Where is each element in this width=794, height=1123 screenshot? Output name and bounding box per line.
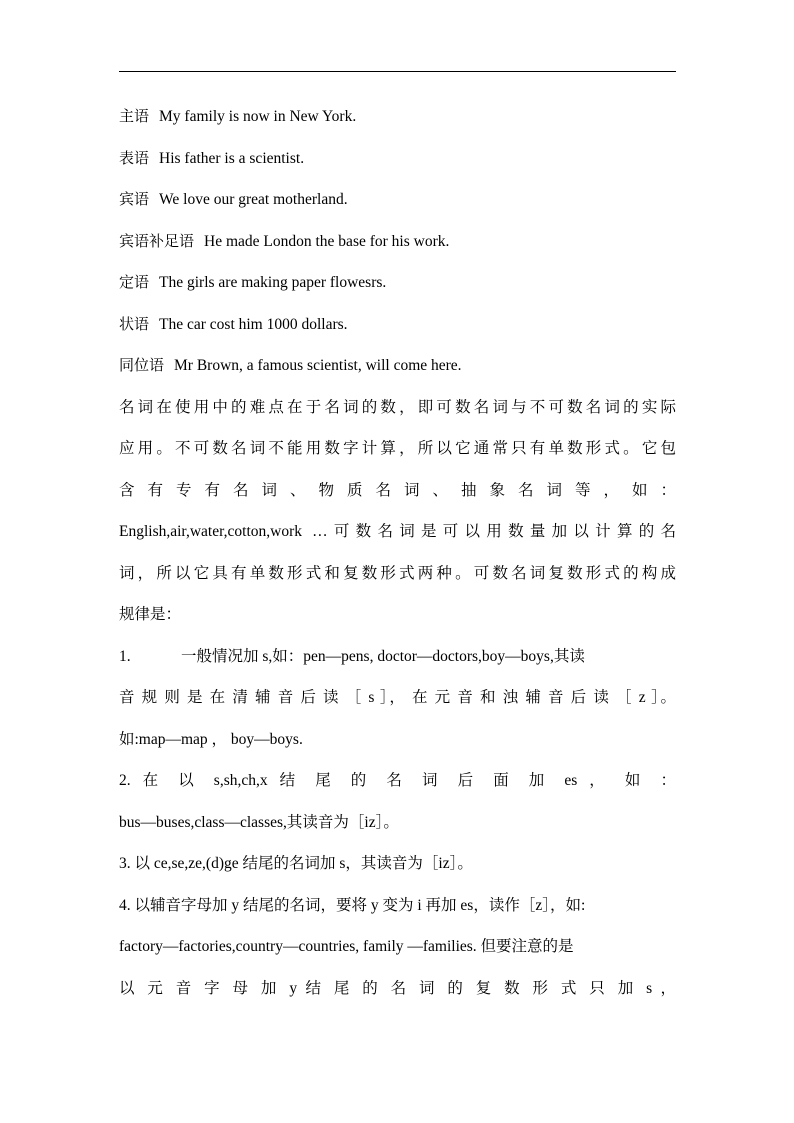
rule-2-line-1: 2. 在 以 s,sh,ch,x 结 尾 的 名 词 后 面 加 es ， 如 ： [119,772,676,789]
rule-2-line-2: bus—buses,class—classes,其读音为［iz］。 [119,813,399,831]
example-label: 表语 [119,148,150,167]
header-rule [119,71,676,72]
example-object-complement [119,221,676,263]
document-body [119,96,676,1009]
example-label: 定语 [119,273,150,291]
example-attributive [119,262,676,304]
example-appositive [119,345,676,387]
paragraph-line: English,air,water,cotton,work …可数名词是可以用数量加以计算的名 [119,523,676,540]
example-sentence: The girls are making paper flowesrs. [159,274,387,291]
example-label: 主语 [119,107,150,125]
example-label: 状语 [119,314,150,333]
example-sentence: We love our great motherland. [159,191,348,208]
rule-4-line-2: factory—factories,country—countries, family —families. 但要注意的是 [119,938,574,955]
rule-text: 一般情况加 s,如：pen—pens, doctor—doctors,boy—boys,其读 [181,647,585,665]
paragraph-line: 含 有 专 有 名 词 、 物 质 名 词 、 抽 象 名 词 等 ， 如 ： [119,481,676,499]
paragraph-line: 应用。不可数名词不能用数字计算，所以它通常只有单数形式。它包 [119,440,676,457]
example-sentence: His father is a scientist. [159,149,305,167]
rule-number: 1. [119,647,131,665]
rule-1-line-2: 音 规 则 是 在 清 辅 音 后 读 ［ s ］， 在 元 音 和 浊 辅 音 后 读 ［ z ］。 [119,689,676,706]
rule-4-line-1: 4. 以辅音字母加 y 结尾的名词，要将 y 变为 i 再加 es，读作［z］，如: [119,896,586,914]
example-sentence: The car cost him 1000 dollars. [159,315,348,333]
paragraph-line: 词，所以它具有单数形式和复数形式两种。可数名词复数形式的构成 [119,564,676,582]
example-label: 宾语 [119,190,150,208]
example-label: 宾语补足语 [119,231,195,250]
paragraph-line: 规律是： [119,606,182,623]
example-subject [119,96,676,138]
example-predicative [119,138,676,180]
rule-1-line-3: 如:map—map ， boy—boys. [119,730,303,748]
rule-4-line-3: 以 元 音 字 母 加 y 结 尾 的 名 词 的 复 数 形 式 只 加 s ， [119,979,676,997]
example-adverbial [119,304,676,346]
paragraph-line: 名词在使用中的难点在于名词的数，即可数名词与不可数名词的实际 [119,398,676,416]
example-sentence: My family is now in New York. [159,108,357,125]
example-object [119,179,676,221]
rule-3-line-1: 3. 以 ce,se,ze,(d)ge 结尾的名词加 s，其读音为［iz］。 [119,855,473,872]
example-sentence: Mr Brown, a famous scientist, will come here. [174,357,462,374]
example-label: 同位语 [119,356,165,374]
example-sentence: He made London the base for his work. [204,232,450,250]
rule-1-line-1 [119,636,676,678]
